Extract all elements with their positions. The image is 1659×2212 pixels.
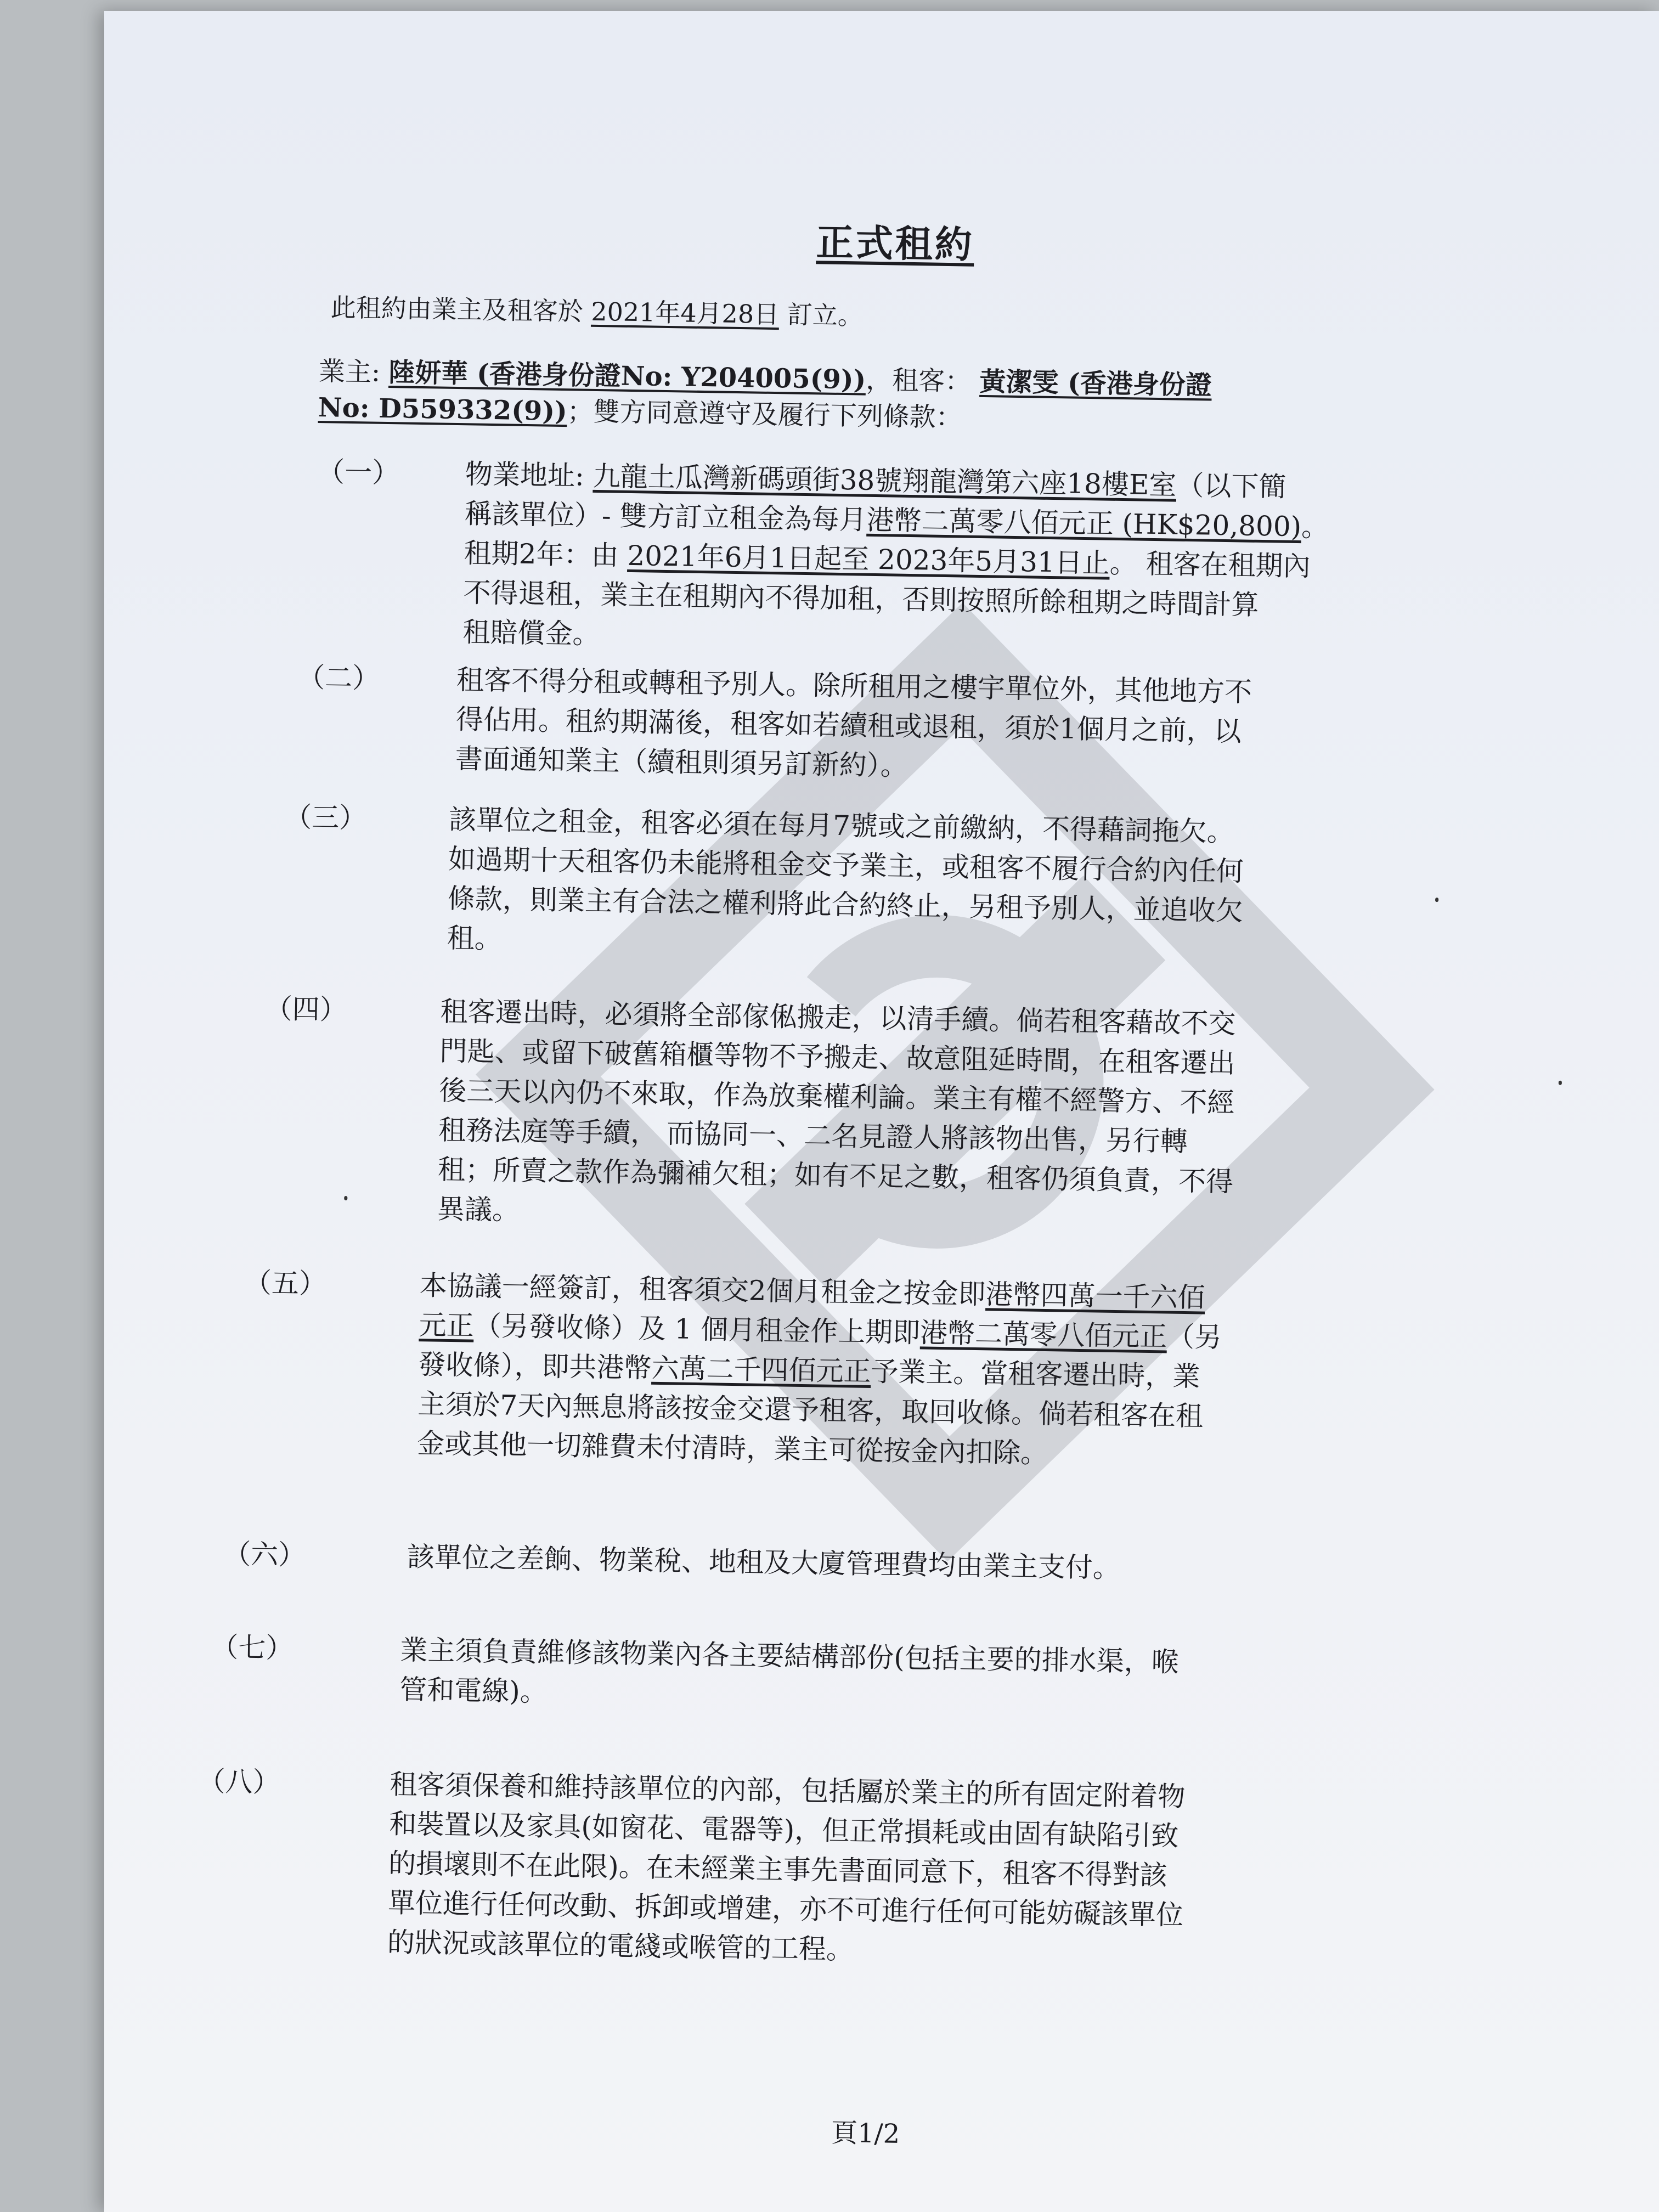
clause-underlined-text: 港幣二萬零八佰元正	[919, 1317, 1167, 1353]
clause-text: 管和電線)。	[399, 1673, 548, 1708]
clause-text: 該單位之差餉、物業稅、地租及大廈管理費均由業主支付。	[407, 1541, 1121, 1584]
parties-separator: ，租客：	[865, 364, 972, 397]
document-content	[104, 11, 1659, 2212]
clause-text: 書面通知業主（續租則須另訂新約）。	[455, 742, 909, 782]
clause-text: 異議。	[437, 1193, 520, 1226]
clause-text: 。	[1301, 511, 1329, 543]
clause-text: 租期2年：由	[464, 537, 628, 572]
clause-text: 的損壞則不在此限)。在未經業主事先書面同意下，租客不得對該	[388, 1847, 1168, 1892]
document-title: 正式租約	[816, 221, 975, 267]
clause-number: （三）	[284, 801, 367, 834]
clause-number: （一）	[317, 455, 400, 489]
clause-text: （以下簡	[1176, 469, 1286, 503]
clause-text: 該單位之租金，租客必須在每月7號或之前繳納，不得藉詞拖欠。	[448, 803, 1235, 848]
clause-body	[387, 1764, 1355, 1977]
clause-text: 租客遷出時，必須將全部傢俬搬走，以清手續。倘若租客藉故不交	[440, 995, 1236, 1040]
clause-text: （另發收條）及 1 個月租金作上期即	[473, 1310, 921, 1349]
intro-suffix: 訂立。	[787, 300, 864, 331]
clause-underlined-text: 六萬二千四佰元正	[651, 1352, 871, 1388]
clause-text: 後三天以內仍不來取，作為放棄權利論。業主有權不經警方、不經	[438, 1074, 1235, 1119]
clause-body	[417, 1266, 1385, 1479]
clause-text: 和裝置以及家具(如窗花、電器等)，但正常損耗或由固有缺陷引致	[388, 1808, 1179, 1852]
page-number: 頁1/2	[831, 2118, 900, 2150]
clause-text: 租。	[447, 922, 503, 955]
clause-text: 。 租客在租期內	[1109, 547, 1311, 583]
clause-body	[447, 800, 1414, 973]
paper-sheet	[104, 11, 1659, 2212]
clause-body	[399, 1630, 1366, 1725]
clause-text: 不得退租，業主在租期內不得加租，否則按照所餘租期之時間計算	[463, 577, 1259, 621]
landlord-name: 陸妍華 (香港身份證No: Y204005(9))	[388, 357, 866, 396]
clause-number: （二）	[297, 661, 380, 695]
clause-text: 租客須保養和維持該單位的內部，包括屬於業主的所有固定附着物	[390, 1768, 1186, 1813]
clause-text: 租賠償金。	[462, 616, 600, 651]
tenant-id: No: D559332(9))	[318, 392, 568, 427]
clause-underlined-text: 港幣二萬零八佰元正 (HK$20,800)	[866, 504, 1302, 543]
parties-section	[318, 353, 1416, 443]
clause-text: 單位進行任何改動、拆卸或增建，亦不可進行任何可能妨礙該單位	[387, 1887, 1184, 1932]
clause-text: 租務法庭等手續， 而協同一、二名見證人將該物出售，另行轉	[438, 1114, 1188, 1158]
clause-text: （另	[1166, 1321, 1222, 1354]
clause-text: 金或其他一切雜費未付清時，業主可從按金內扣除。	[416, 1427, 1048, 1470]
clause-number: （八）	[198, 1765, 281, 1799]
clause-underlined-text: 港幣四萬一千六佰	[985, 1278, 1205, 1314]
tenant-name: 黃潔雯 (香港身份證	[979, 366, 1212, 401]
clause-text: 租客不得分租或轉租予別人。除所租用之樓宇單位外，其他地方不	[456, 664, 1252, 708]
clause-text: 如過期十天租客仍未能將租金交予業主，或租客不履行合約內任何	[448, 843, 1244, 888]
clause-body	[462, 454, 1431, 667]
clause-text: 物業地址:	[465, 458, 594, 492]
intro-line	[330, 287, 863, 332]
clause-number: （七）	[210, 1631, 294, 1664]
clause-number: （六）	[223, 1538, 306, 1571]
clause-text: 發收條），即共港幣	[418, 1348, 652, 1384]
clause-text: 業主須負責維修該物業內各主要結構部份(包括主要的排水渠，喉	[399, 1634, 1180, 1678]
landlord-label: 業主:	[318, 356, 381, 388]
clause-text: 本協議一經簽訂，租客須交2個月租金之按金即	[419, 1269, 986, 1311]
paper-speck	[344, 1196, 347, 1200]
clause-underlined-text: 2021年6月1日起至 2023年5月31日止	[627, 539, 1110, 579]
clause-text: 條款，則業主有合法之權利將此合約終止，另租予別人，並追收欠	[447, 882, 1244, 927]
clause-number: （四）	[264, 992, 348, 1026]
clause-text: 租；所賣之款作為彌補欠租；如有不足之數，租客仍須負責，不得	[437, 1153, 1234, 1198]
parties-closing: ；雙方同意遵守及履行下列條款：	[567, 396, 963, 433]
clause-text: 予業主。當租客遷出時，業	[871, 1356, 1200, 1393]
intro-prefix: 此租約由業主及租客於	[330, 292, 584, 326]
clause-text: 的狀況或該單位的電綫或喉管的工程。	[387, 1926, 854, 1966]
paper-speck	[1435, 898, 1438, 902]
clause-text: 主須於7天內無息將該按金交還予租客，取回收條。倘若租客在租	[417, 1388, 1204, 1432]
agreement-date: 2021年4月28日	[590, 296, 780, 330]
clause-body	[437, 992, 1406, 1244]
clause-text: 得佔用。租約期滿後，租客如若續租或退租，須於1個月之前，以	[455, 703, 1242, 748]
clause-text: 門匙、或留下破舊箱櫃等物不予搬走、故意阻延時間，在租客遷出	[439, 1035, 1235, 1080]
clause-underlined-text: 九龍土瓜灣新碼頭街38號翔龍灣第六座18樓E室	[592, 460, 1177, 501]
clause-body	[455, 660, 1422, 794]
paper-speck	[1559, 1081, 1562, 1085]
clause-number: （五）	[244, 1267, 327, 1300]
clause-text: 稱該單位）- 雙方訂立租金為每月	[464, 498, 867, 536]
clause-underlined-text: 元正	[419, 1309, 475, 1342]
